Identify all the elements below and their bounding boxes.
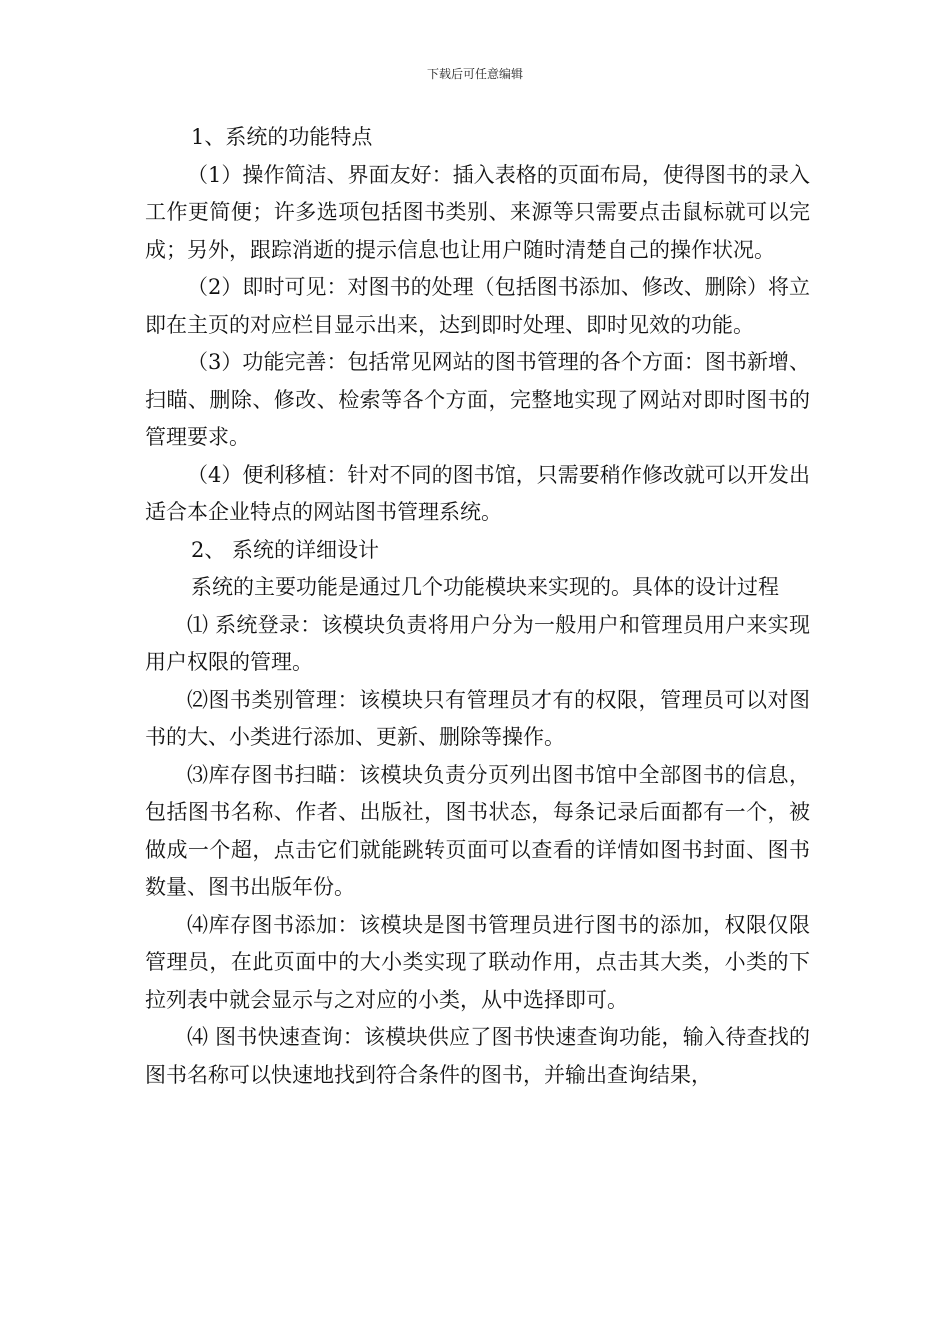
section-heading-1: 1、系统的功能特点 xyxy=(191,125,373,149)
paragraph-feature-2: （2）即时可见：对图书的处理（包括图书添加、修改、删除）将立即在主页的对应栏目显示出来，达到即时处理、即时见效的功能。 xyxy=(145,275,810,337)
paragraph-feature-1: （1）操作简洁、界面友好：插入表格的页面布局，使得图书的录入工作更简便；许多选项包括图书类别、来源等只需要点击鼠标就可以完成；另外，跟踪消逝的提示信息也让用户随时清楚自己的操作状况。 xyxy=(145,162,810,262)
document-body xyxy=(145,119,810,1094)
paragraph-feature-4: （4）便利移植：针对不同的图书馆，只需要稍作修改就可以开发出适合本企业特点的网站图书管理系统。 xyxy=(145,462,810,524)
paragraph-module-add: ⑷库存图书添加：该模块是图书管理员进行图书的添加，权限仅限管理员，在此页面中的大小类实现了联动作用，点击其大类，小类的下拉列表中就会显示与之对应的小类，从中选择即可。 xyxy=(145,912,810,1012)
page-header: 下载后可任意编辑 xyxy=(426,67,523,81)
paragraph-feature-3: （3）功能完善：包括常见网站的图书管理的各个方面：图书新增、扫瞄、删除、修改、检索等各个方面，完整地实现了网站对即时图书的管理要求。 xyxy=(145,350,810,449)
section-heading-2: 2、 系统的详细设计 xyxy=(191,537,380,562)
paragraph-module-login: ⑴ 系统登录：该模块负责将用户分为一般用户和管理员用户来实现用户权限的管理。 xyxy=(145,612,810,674)
paragraph-design-intro: 系统的主要功能是通过几个功能模块来实现的。具体的设计过程 xyxy=(191,575,779,599)
paragraph-module-category: ⑵图书类别管理：该模块只有管理员才有的权限，管理员可以对图书的大、小类进行添加、更新、删除等操作。 xyxy=(145,687,810,749)
paragraph-module-search: ⑷ 图书快速查询：该模块供应了图书快速查询功能，输入待查找的图书名称可以快速地找到符合条件的图书，并输出查询结果， xyxy=(145,1025,810,1087)
paragraph-module-browse: ⑶库存图书扫瞄：该模块负责分页列出图书馆中全部图书的信息，包括图书名称、作者、出版社，图书状态，每条记录后面都有一个，被做成一个超，点击它们就能跳转页面可以查看的详情如图书封面、图书数量、图书出版年份。 xyxy=(145,762,810,899)
